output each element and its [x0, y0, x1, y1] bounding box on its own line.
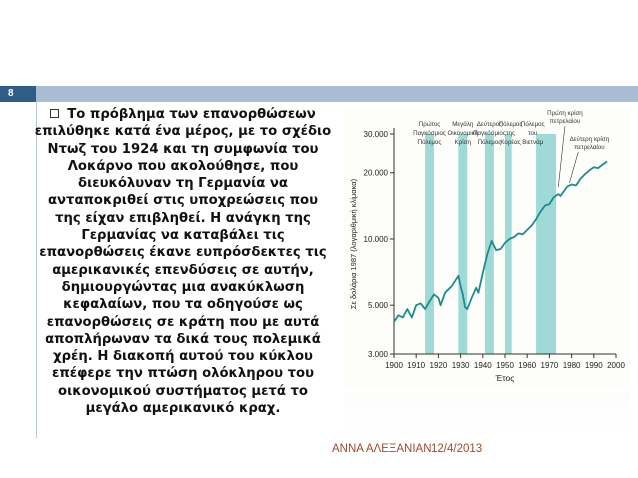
x-tick-label: 1920 — [429, 361, 448, 370]
event-label-0: Παγκόσμιος — [413, 130, 446, 137]
slide-body-text — [34, 106, 332, 417]
x-tick-label: 1950 — [496, 361, 514, 370]
event-label-3: Πόλεμος — [498, 121, 523, 128]
event-label-1: Κρίση — [454, 139, 471, 146]
event-label-3: της — [506, 130, 515, 137]
event-label-4: Πόλεμος — [520, 121, 545, 128]
event-label-1: Οικονομική — [447, 130, 479, 137]
event-label-0: Πρώτος — [418, 121, 441, 128]
y-tick-label: 5.000 — [367, 301, 388, 311]
event-label-oil-1: πετρελαίου — [549, 118, 581, 125]
x-tick-label: 1990 — [584, 361, 603, 370]
checkbox-bullet-icon — [50, 109, 59, 118]
x-tick-label: 1900 — [385, 361, 403, 370]
event-label-4: του — [528, 130, 538, 137]
footer-date: 12/4/2013 — [431, 443, 483, 455]
event-label-1: Μεγάλη — [452, 121, 474, 128]
event-label-0: Πόλεμος — [417, 139, 442, 146]
x-tick-label: 1930 — [451, 361, 470, 370]
y-tick-label: 3.000 — [367, 350, 388, 359]
x-tick-label: 1980 — [562, 361, 581, 370]
y-tick-label: 10.000 — [363, 234, 388, 244]
event-label-oil-2: Δεύτερη κρίση — [569, 136, 610, 143]
event-label-oil-2: πετρελαίου — [574, 144, 605, 151]
event-label-oil-1: Πρώτη κρίση — [547, 110, 583, 117]
gdp-chart-svg — [344, 108, 630, 390]
slide-header-bar — [0, 86, 638, 102]
event-label-3: Κορέας — [500, 139, 521, 146]
event-label-2: Δεύτερος — [476, 121, 503, 128]
event-label-4: Βιετνάμ — [522, 139, 544, 146]
chart-reflection — [344, 392, 630, 432]
y-tick-label: 30.000 — [363, 130, 388, 139]
x-tick-label: 1940 — [473, 361, 492, 370]
y-axis-label: Σε δολάρια 1987 (λογαριθμική κλίμακα) — [349, 178, 358, 310]
event-band-3 — [505, 134, 512, 354]
footer-author: ΑΝΝΑ ΑΛΕΞΑΝΙΑΝ — [332, 443, 432, 455]
event-label-2: Πόλεμος — [477, 139, 502, 146]
event-band-4 — [536, 134, 556, 354]
oil-2-pointer — [569, 152, 578, 183]
x-axis-label: Έτος — [495, 373, 515, 383]
x-tick-label: 2000 — [607, 361, 625, 370]
gdp-chart — [344, 108, 630, 390]
event-band-0 — [425, 134, 434, 354]
event-band-1 — [458, 134, 467, 354]
slide-body-text-content: Το πρόβλημα των επανορθώσεων επιλύθηκε κατά ένα μέρος, με το σχέδιο Ντωζ του 1924 και τη συμφωνία του Λοκάρνο που ακολούθησε, που διευκόλυναν τη Γερμανία να ανταποκριθεί στις υποχρεώσεις που της είχαν επιβληθεί. Η ανάγκη της Γερμανίας να καταβάλει τις επανορθώσεις έκανε ευπρόσδεκτες τις αμερικανικές επενδύσεις σε αυτήν, δημιουργώντας μια ανακύκλωση κεφαλαίων, που τα οδηγούσε ως επανορθώσεις σε κράτη που με αυτά αποπλήρωναν τα δικά τους πολεμικά χρέη. Η διακοπή αυτού του κύκλου επέφερε την πτώση ολόκληρου του οικονομικού συστήματος μετά το μεγάλο αμερικανικό κραχ. — [34, 107, 332, 417]
x-tick-label: 1970 — [540, 361, 559, 370]
slide-number: 8 — [0, 86, 36, 102]
x-tick-label: 1910 — [407, 361, 426, 370]
x-tick-label: 1960 — [518, 361, 537, 370]
y-tick-label: 20.000 — [363, 168, 388, 178]
oil-1-pointer — [558, 126, 565, 187]
event-label-2: Παγκόσμιος — [473, 130, 506, 137]
